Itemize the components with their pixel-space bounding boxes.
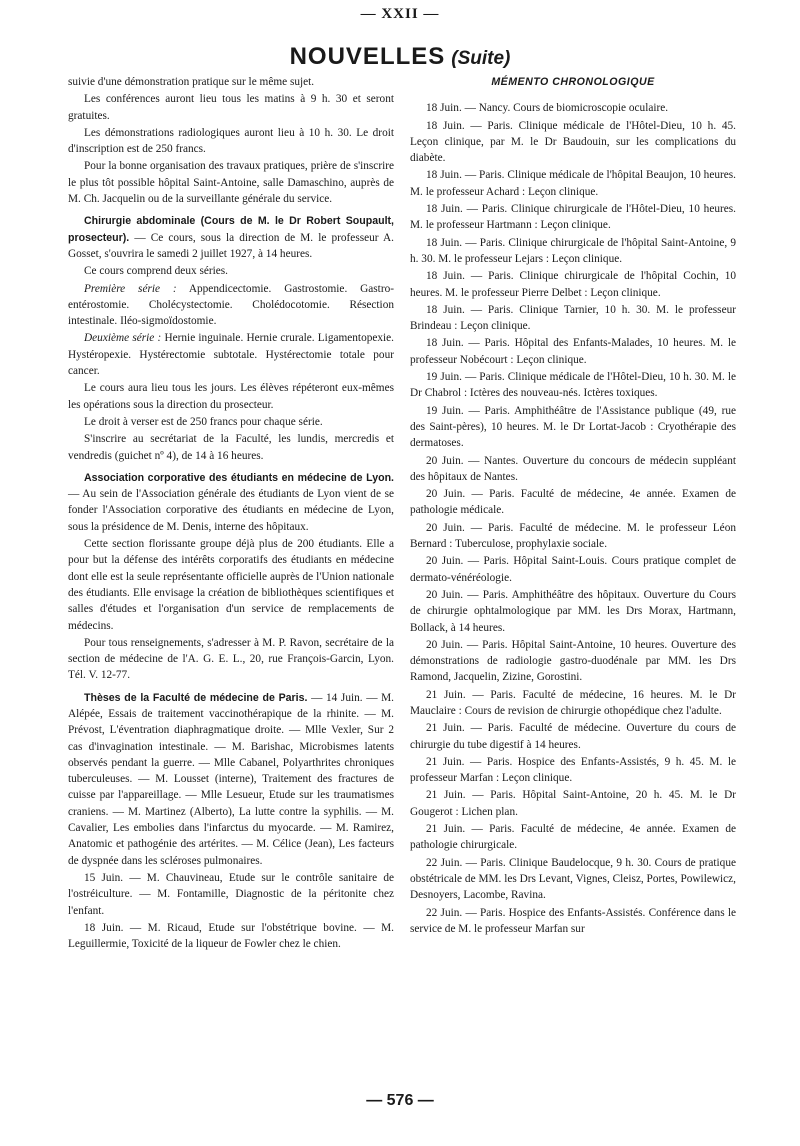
memento-entry: 20 Juin. — Paris. Faculté de médecine, 4e année. Examen de pathologie médicale. [410, 488, 736, 517]
serie-label: Première série : [84, 282, 177, 295]
serie-text: Hernie inguinale. Hernie crurale. Ligamentopexie. Hystéropexie. Hystérectomie subtotale. Hystérectomie totale pour cancer. [68, 332, 395, 378]
memento-entry: 18 Juin. — Paris. Clinique Tarnier, 10 h. 30. M. le professeur Brindeau : Leçon clinique. [410, 303, 736, 333]
page-roman-numeral: — XXII — [360, 6, 440, 22]
memento-entry: 19 Juin. — Paris. Clinique médicale de l'Hôtel-Dieu, 10 h. 30. M. le Dr Chabrol : Ictères des nouveau-nés. Ictères toxiques. [410, 371, 736, 400]
memento-entry: 20 Juin. — Paris. Hôpital Saint-Antoine, 10 heures. Ouverture des démonstrations de radiologie gastro-duodénale par MM. les Drs Ramond, Jacquelin, Zizine, Gorostini. [410, 638, 736, 684]
memento-entry: 20 Juin. — Paris. Faculté de médecine. M. le professeur Léon Bernard : Tuberculose, prophylaxie sociale. [410, 521, 736, 551]
paragraph: 18 Juin. — M. Ricaud, Etude sur l'obstétrique bovine. — M. Leguillermie, Toxicité de la liqueur de Fowler chez le chien. [68, 921, 394, 951]
serie-text: Appendicectomie. Gastrostomie. Gastro-entérostomie. Cholécystectomie. Cholédocotomie. Résection intestinale. Iléo-sigmoïdostomie. [68, 282, 394, 328]
memento-entry: 18 Juin. — Paris. Clinique médicale de l'Hôtel-Dieu, 10 h. 45. Leçon clinique, par M. le Dr Baudouin, sur les complications du diabète. [410, 119, 736, 165]
memento-entry: 18 Juin. — Paris. Hôpital des Enfants-Malades, 10 heures. M. le professeur Nobécourt : Leçon clinique. [410, 337, 736, 366]
memento-entry: 21 Juin. — Paris. Hospice des Enfants-Assistés, 9 h. 45. M. le professeur Marfan : Leçon clinique. [410, 755, 736, 785]
memento-entry: 18 Juin. — Paris. Clinique chirurgicale de l'hôpital Saint-Antoine, 9 h. 30. M. le professeur Lejars : Leçon clinique. [410, 236, 736, 265]
memento-entry: 19 Juin. — Paris. Amphithéâtre de l'Assistance publique (49, rue des Saint-pères), 10 heures. M. le Dr Lortat-Jacob : Cryothérapie des dermatoses. [410, 404, 736, 450]
memento-entry: 22 Juin. — Paris. Hospice des Enfants-Assistés. Conférence dans le service de M. le professeur Marfan sur [410, 906, 736, 935]
title-suite: (Suite) [451, 48, 511, 69]
paragraph: 15 Juin. — M. Chauvineau, Etude sur le contrôle sanitaire de l'ostréiculture. — M. Fontamille, Diagnostic de la péritonite chez l'enfant. [68, 871, 394, 917]
memento-entry: 21 Juin. — Paris. Hôpital Saint-Antoine, 20 h. 45. M. le Dr Gougerot : Lichen plan. [410, 789, 736, 818]
memento-entry: 18 Juin. — Nancy. Cours de biomicroscopie oculaire. [426, 102, 669, 115]
paragraph: Pour tous renseignements, s'adresser à M. P. Ravon, secrétaire de la section de médecine de l'A. G. E. L., 20, rue François-Garcin, Lyon. Tél. V. 12-77. [68, 636, 394, 682]
memento-entry: 18 Juin. — Paris. Clinique chirurgicale de l'hôpital Cochin, 10 heures. M. le professeur Pierre Delbet : Leçon clinique. [410, 270, 736, 299]
right-column [410, 74, 736, 938]
section-heading: Chirurgie abdominale (Cours de M. le Dr Robert Soupault, prosecteur). [68, 215, 394, 244]
section-body: — Ce cours, sous la direction de M. le professeur A. Gosset, s'ouvrira le samedi 2 juillet 1927, à 14 heures. [68, 231, 394, 260]
paragraph: Pour la bonne organisation des travaux pratiques, prière de s'inscrire le plus tôt possible hôpital Saint-Antoine, salle Damaschino, auprès de M. Ch. Jacquelin ou de la surveillante générale du service. [68, 160, 394, 206]
paragraph: Le cours aura lieu tous les jours. Les élèves répéteront eux-mêmes les opérations sous la direction du prosecteur. [68, 382, 394, 411]
memento-entry: 20 Juin. — Nantes. Ouverture du concours de médecin suppléant des hôpitaux de Nantes. [410, 454, 736, 483]
paragraph: Ce cours comprend deux séries. [84, 265, 228, 278]
memento-entry: 21 Juin. — Paris. Faculté de médecine, 16 heures. M. le Dr Mauclaire : Cours de revision de chirurgie othopédique chez l'adulte. [410, 688, 736, 717]
paragraph: Cette section florissante groupe déjà plus de 200 étudiants. Elle a pour but la défense des intérêts corporatifs des étudiants en médecine dont elle est la seule représentante officielle auprès de l'Union nationale des étudiants. Elle envisage la création de bibliothèques scientifiques et salles d'études et l'organisation d'un service de remplacements de médecins. [68, 538, 394, 632]
section-body: — Au sein de l'Association générale des étudiants de Lyon vient de se fonder l'Association corporative des étudiants en médecine de Lyon, sous la présidence de M. Denis, interne des hôpitaux. [68, 488, 394, 533]
memento-entry: 18 Juin. — Paris. Clinique médicale de l'hôpital Beaujon, 10 heures. M. le professeur Achard : Leçon clinique. [410, 169, 736, 198]
page-title [0, 44, 800, 72]
serie-paragraph [68, 281, 394, 330]
theses-paragraph [68, 690, 394, 869]
memento-entry: 18 Juin. — Paris. Clinique chirurgicale de l'Hôtel-Dieu, 10 heures. M. le professeur Hartmann : Leçon clinique. [410, 203, 736, 232]
section-body: — 14 Juin. — M. Alépée, Essais de traitement vaccinothérapique de la rhinite. — M. Prévost, L'éventration diaphragmatique droite. — Mlle Vexler, Sur 2 cas d'invagination intestinale. — M. Barishac, Microbismes latents observés pendant la guerre. — Mlle Cabanel, Polyarthrites chroniques tuberculeuses. — M. Lousset (interne), Traitement des fractures de cuisse par l'appareillage. — Mlle Lesueur, Etude sur les traumatismes craniens. — M. Martinez (Alberto), La lutte contre la syphilis. — M. Cavalier, Les embolies dans l'infarctus du myocarde. — M. Ramirez, Anatomic et pathogénie des artérites. — M. Célice (Jean), Les facteurs de dyspnée dans les scléroses pulmonaires. [68, 691, 394, 867]
memento-entry: 21 Juin. — Paris. Faculté de médecine, 4e année. Examen de pathologie chirurgicale. [410, 823, 736, 852]
paragraph: suivie d'une démonstration pratique sur le même sujet. [68, 76, 315, 88]
memento-entry: 21 Juin. — Paris. Faculté de médecine. Ouverture du cours de chirurgie du tube digestif à 14 heures. [410, 722, 736, 751]
chirurgie-paragraph [68, 213, 394, 262]
serie-paragraph [68, 330, 394, 379]
paragraph: Les conférences auront lieu tous les matins à 9 h. 30 et seront gratuites. [68, 93, 394, 122]
association-paragraph [68, 470, 394, 535]
serie-label: Deuxième série : [84, 332, 162, 345]
left-column [68, 74, 394, 953]
paragraph: Le droit à verser est de 250 francs pour chaque série. [84, 415, 323, 428]
memento-entry: 20 Juin. — Paris. Hôpital Saint-Louis. Cours pratique complet de dermato-vénéréologie. [410, 555, 736, 584]
page-number-text: — 576 — [366, 1092, 434, 1109]
memento-entry: 20 Juin. — Paris. Amphithéâtre des hôpitaux. Ouverture du Cours de chirurgie ophtalmologique par MM. les Drs Morax, Hartmann, Bollack, à 14 heures. [410, 588, 736, 634]
memento-entry: 22 Juin. — Paris. Clinique Baudelocque, 9 h. 30. Cours de pratique obstétricale de MM. les Drs Levant, Vignes, Cleisz, Portes, Powilewicz, Desnoyers, Lacombe, Ravina. [410, 856, 736, 902]
paragraph: S'inscrire au secrétariat de la Faculté, les lundis, mercredis et vendredis (guichet nº 4), de 14 à 16 heures. [68, 433, 394, 462]
paragraph: Les démonstrations radiologiques auront lieu à 10 h. 30. Le droit d'inscription est de 250 francs. [68, 126, 394, 156]
page-number [0, 1092, 800, 1110]
section-heading: Thèses de la Faculté de médecine de Paris. [84, 691, 308, 704]
section-heading: Association corporative des étudiants en médecine de Lyon. [84, 471, 394, 484]
title-text: NOUVELLES [289, 43, 446, 70]
memento-heading: MÉMENTO CHRONOLOGIQUE [491, 76, 655, 88]
